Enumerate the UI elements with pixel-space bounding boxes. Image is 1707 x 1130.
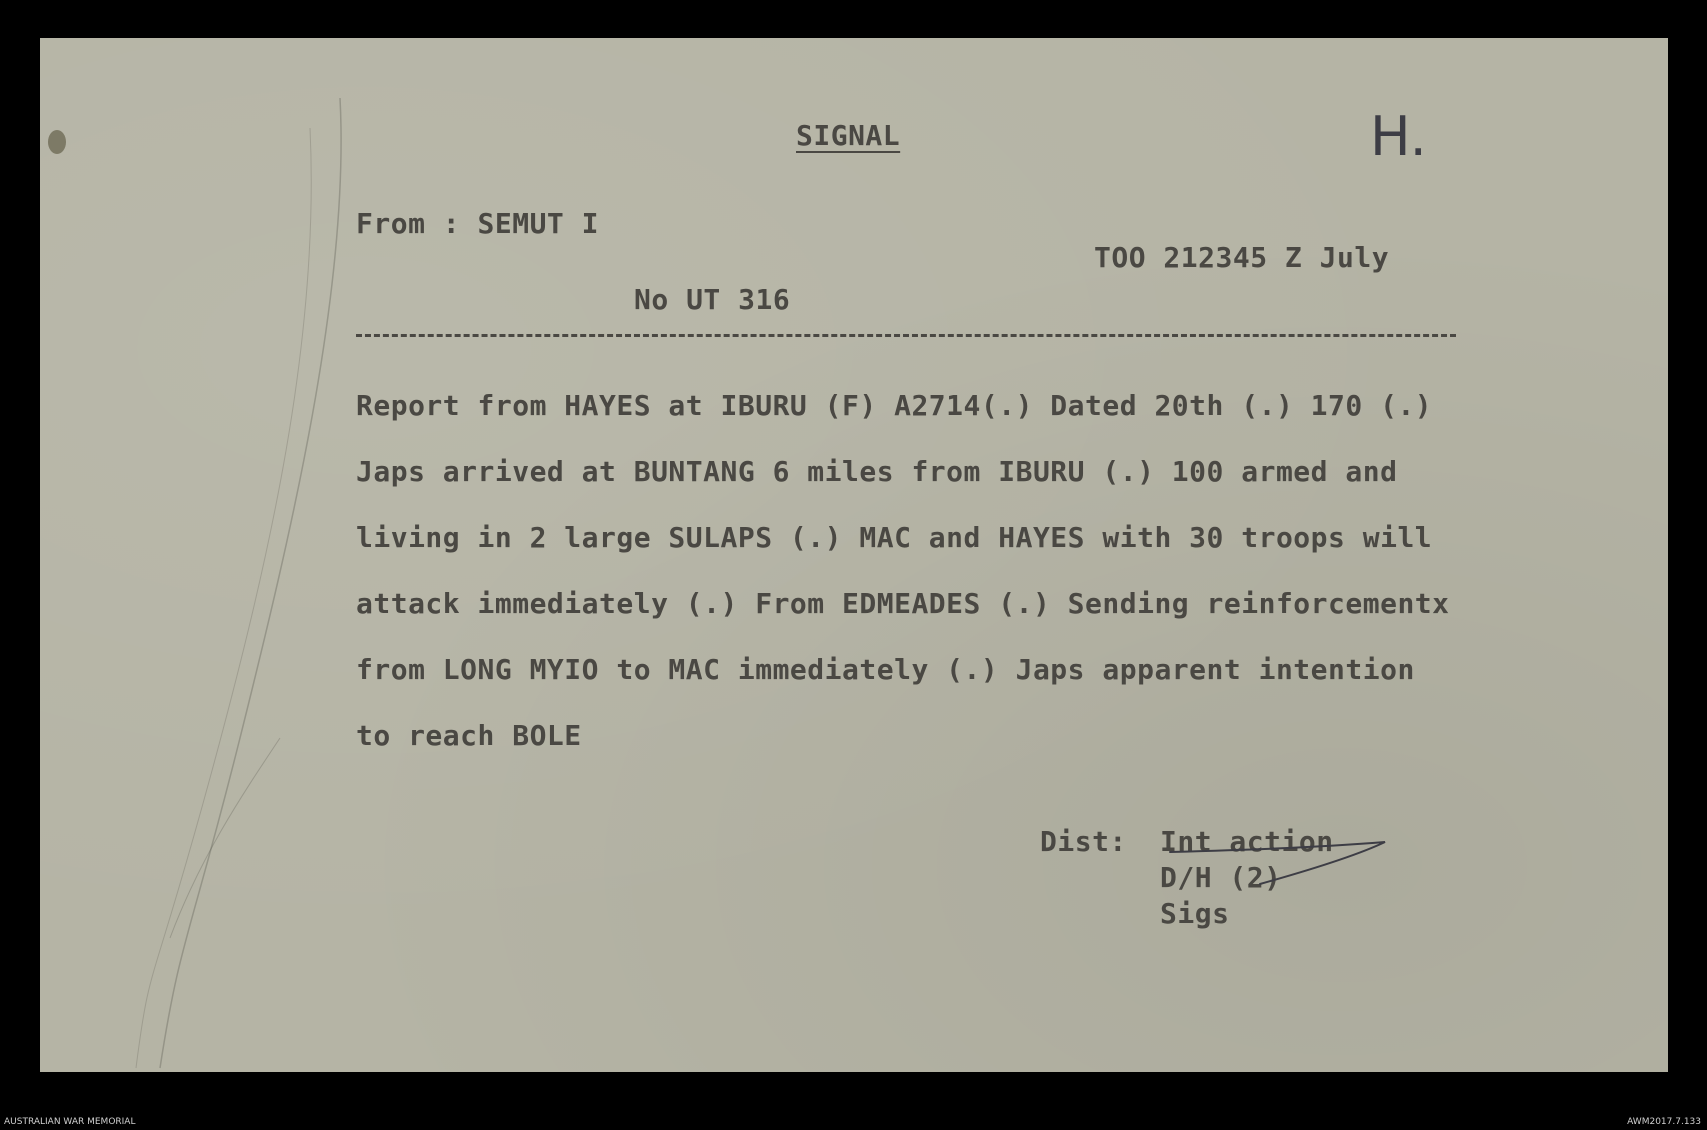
punch-hole [48,130,66,154]
message-line: living in 2 large SULAPS (.) MAC and HAYES with 30 troops will [356,521,1433,554]
message-line: Report from HAYES at IBURU (F) A2714(.) Dated 20th (.) 170 (.) [356,389,1433,422]
message-line: to reach BOLE [356,719,582,752]
separator-rule [356,334,1456,337]
distribution-item: Int action [1160,825,1334,858]
archive-credit: AUSTRALIAN WAR MEMORIAL [4,1117,136,1127]
signal-number: No UT 316 [634,283,791,316]
archive-reference: AWM2017.7.133 [1627,1117,1701,1127]
signal-sheet [40,38,1668,1072]
from-line: From : SEMUT I [356,207,600,240]
pen-tick-mark [1160,838,1400,908]
handwritten-mark: H. [1370,105,1427,168]
signal-title: SIGNAL [796,119,901,152]
message-line: from LONG MYIO to MAC immediately (.) Japs apparent intention [356,653,1415,686]
distribution-item: D/H (2) [1160,861,1282,894]
time-of-origin: TOO 212345 Z July [1094,241,1390,274]
distribution-item: Sigs [1160,897,1230,930]
message-line: Japs arrived at BUNTANG 6 miles from IBURU (.) 100 armed and [356,455,1398,488]
distribution-label: Dist: [1040,825,1127,858]
message-line: attack immediately (.) From EDMEADES (.) Sending reinforcementx [356,587,1450,620]
paper-crease-marks [40,38,1668,1072]
